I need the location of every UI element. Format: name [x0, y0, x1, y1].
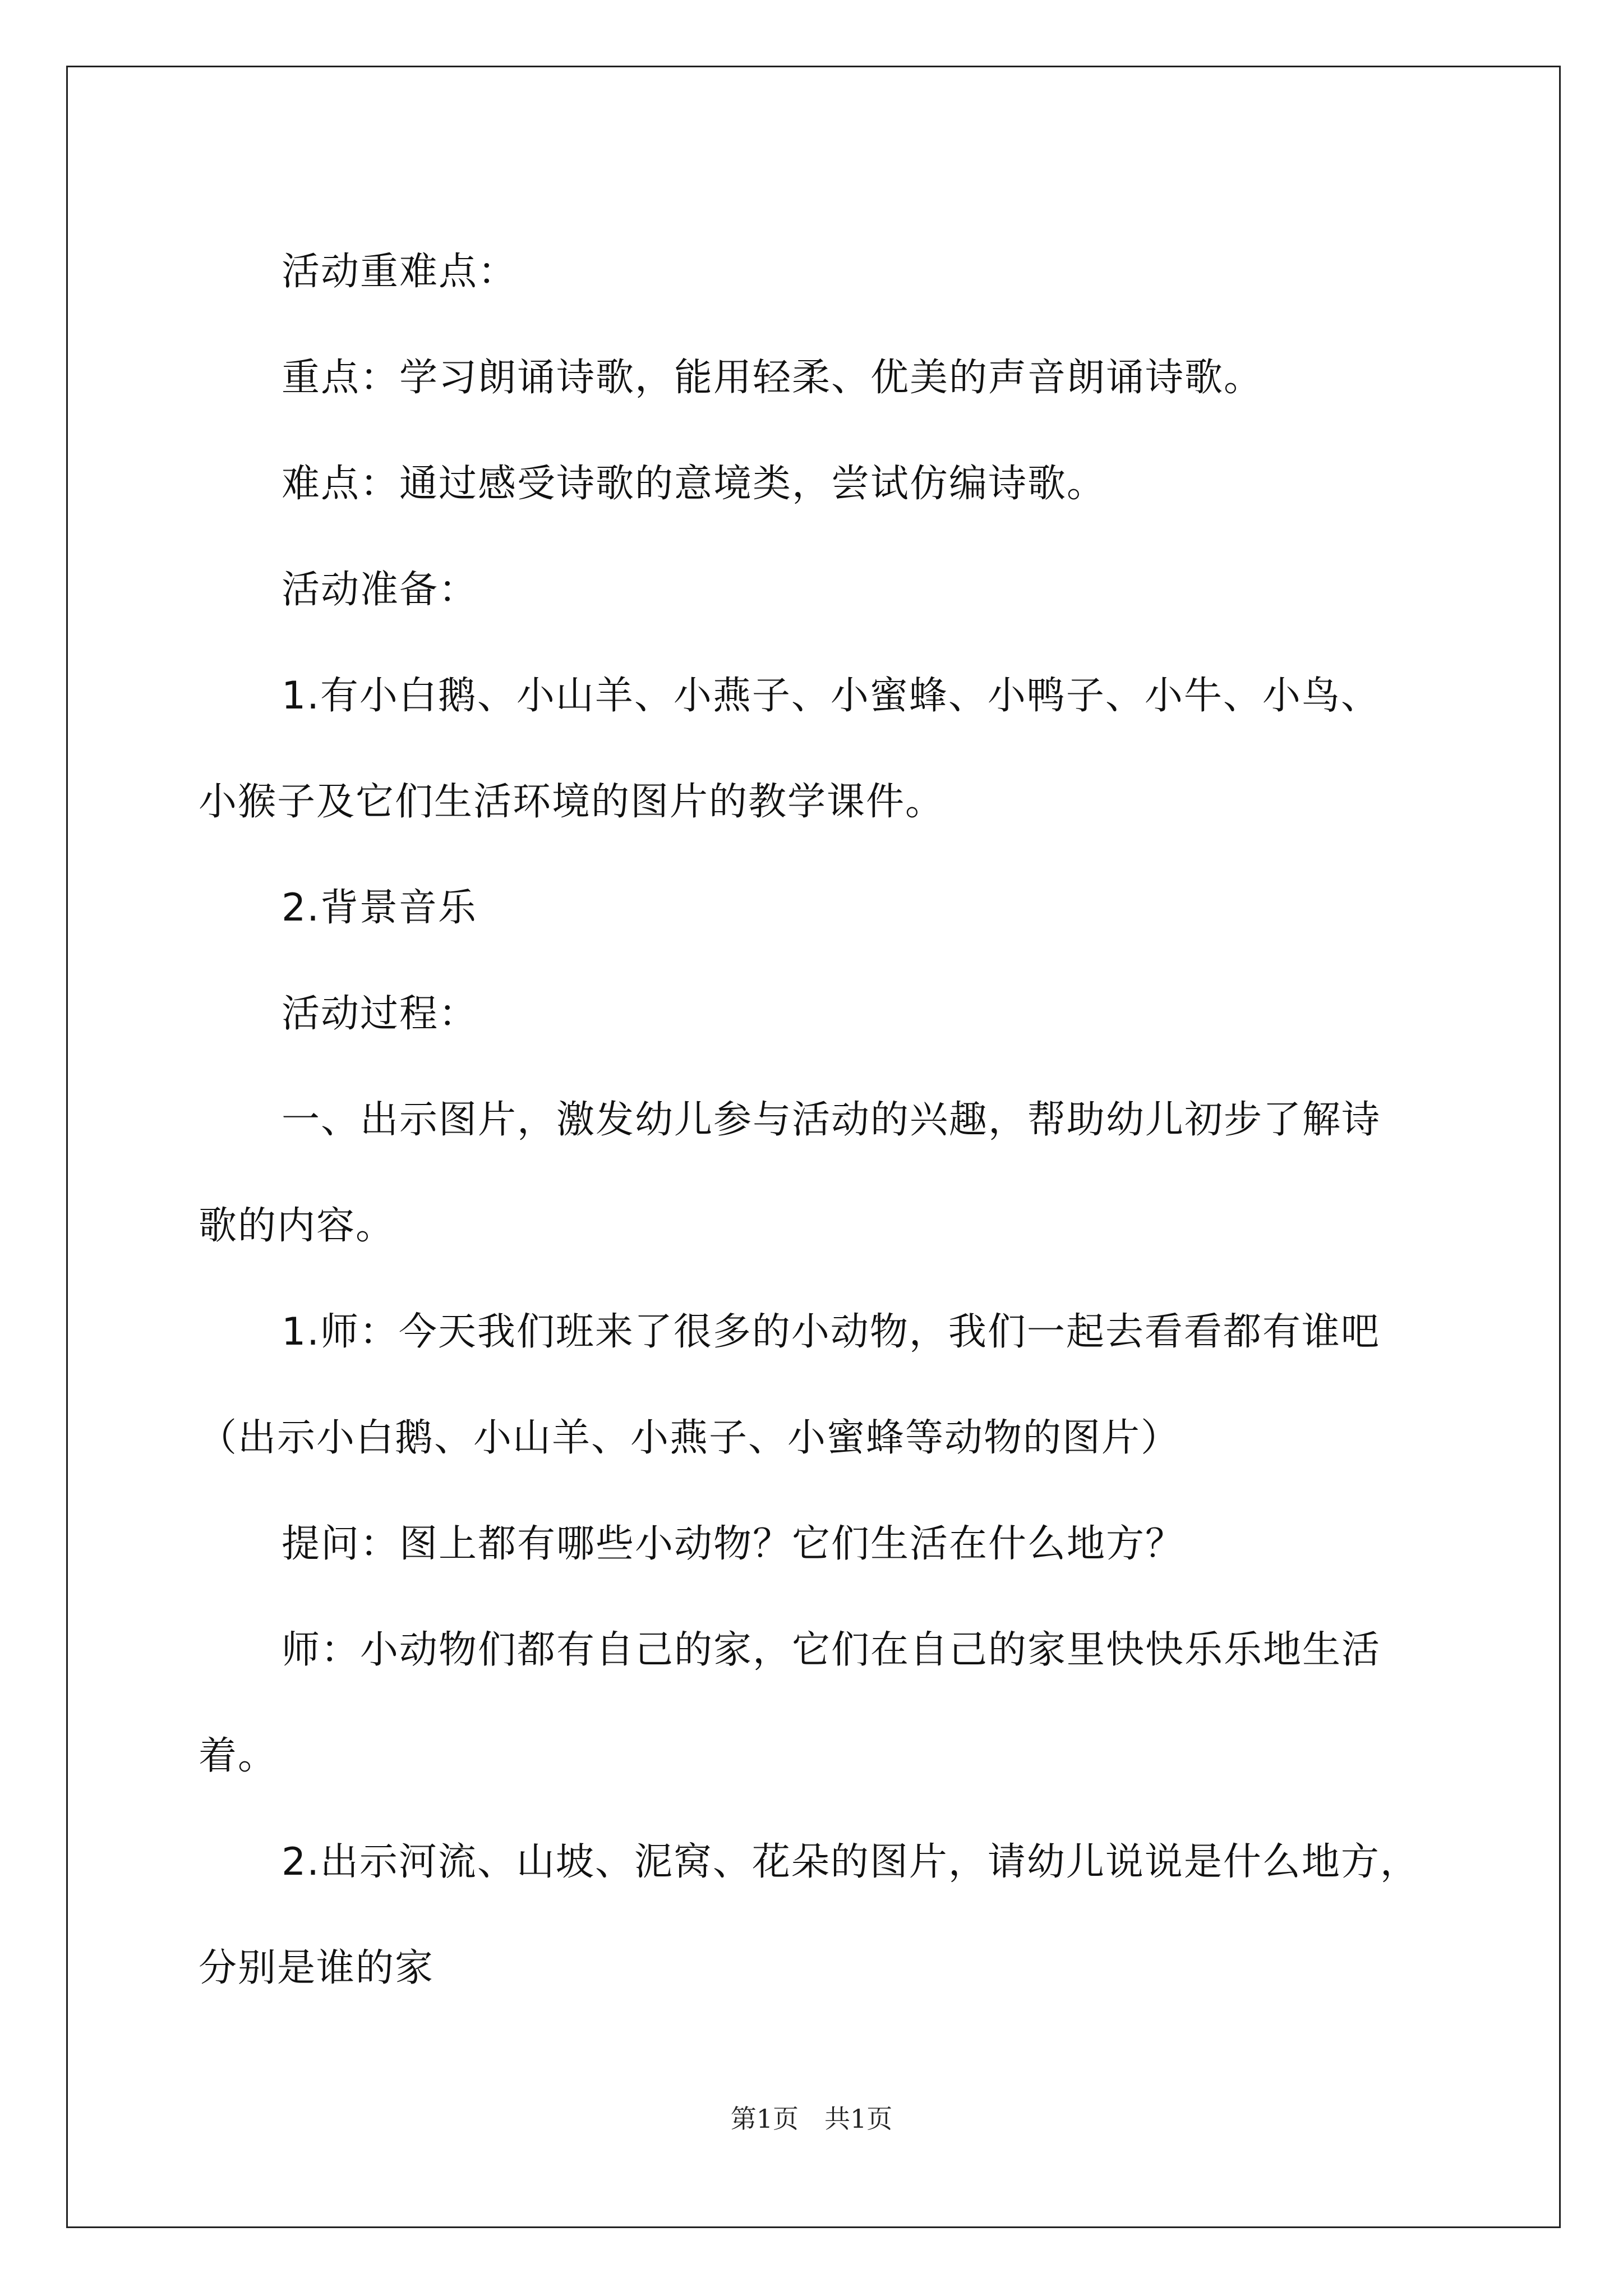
paragraph: 师：小动物们都有自己的家，它们在自己的家里快快乐乐地生活 [282, 1628, 1381, 1672]
paragraph: 2.背景音乐 [282, 886, 477, 930]
paragraph: 提问：图上都有哪些小动物？它们生活在什么地方？ [282, 1522, 1185, 1566]
paragraph: 重点：学习朗诵诗歌，能用轻柔、优美的声音朗诵诗歌。 [282, 356, 1264, 400]
paragraph: 难点：通过感受诗歌的意境类，尝试仿编诗歌。 [282, 462, 1106, 506]
paragraph: 歌的内容。 [199, 1204, 395, 1248]
paragraph: 小猴子及它们生活环境的图片的教学课件。 [199, 780, 945, 824]
paragraph: 1.有小白鹅、小山羊、小燕子、小蜜蜂、小鸭子、小牛、小鸟、 [282, 674, 1380, 718]
document-body [199, 219, 1438, 2021]
paragraph: （出示小白鹅、小山羊、小燕子、小蜜蜂等动物的图片） [199, 1416, 1181, 1460]
paragraph: 着。 [199, 1734, 278, 1778]
paragraph: 2.出示河流、山坡、泥窝、花朵的图片，请幼儿说说是什么地方， [282, 1840, 1419, 1884]
page-footer: 第1页 共1页 [730, 2104, 893, 2134]
paragraph: 1.师：今天我们班来了很多的小动物，我们一起去看看都有谁吧 [282, 1310, 1380, 1354]
paragraph: 一、出示图片，激发幼儿参与活动的兴趣，帮助幼儿初步了解诗 [282, 1098, 1381, 1142]
paragraph: 活动准备： [282, 568, 478, 612]
paragraph: 活动重难点： [282, 250, 518, 294]
paragraph: 活动过程： [282, 992, 478, 1036]
paragraph: 分别是谁的家 [199, 1946, 435, 1990]
